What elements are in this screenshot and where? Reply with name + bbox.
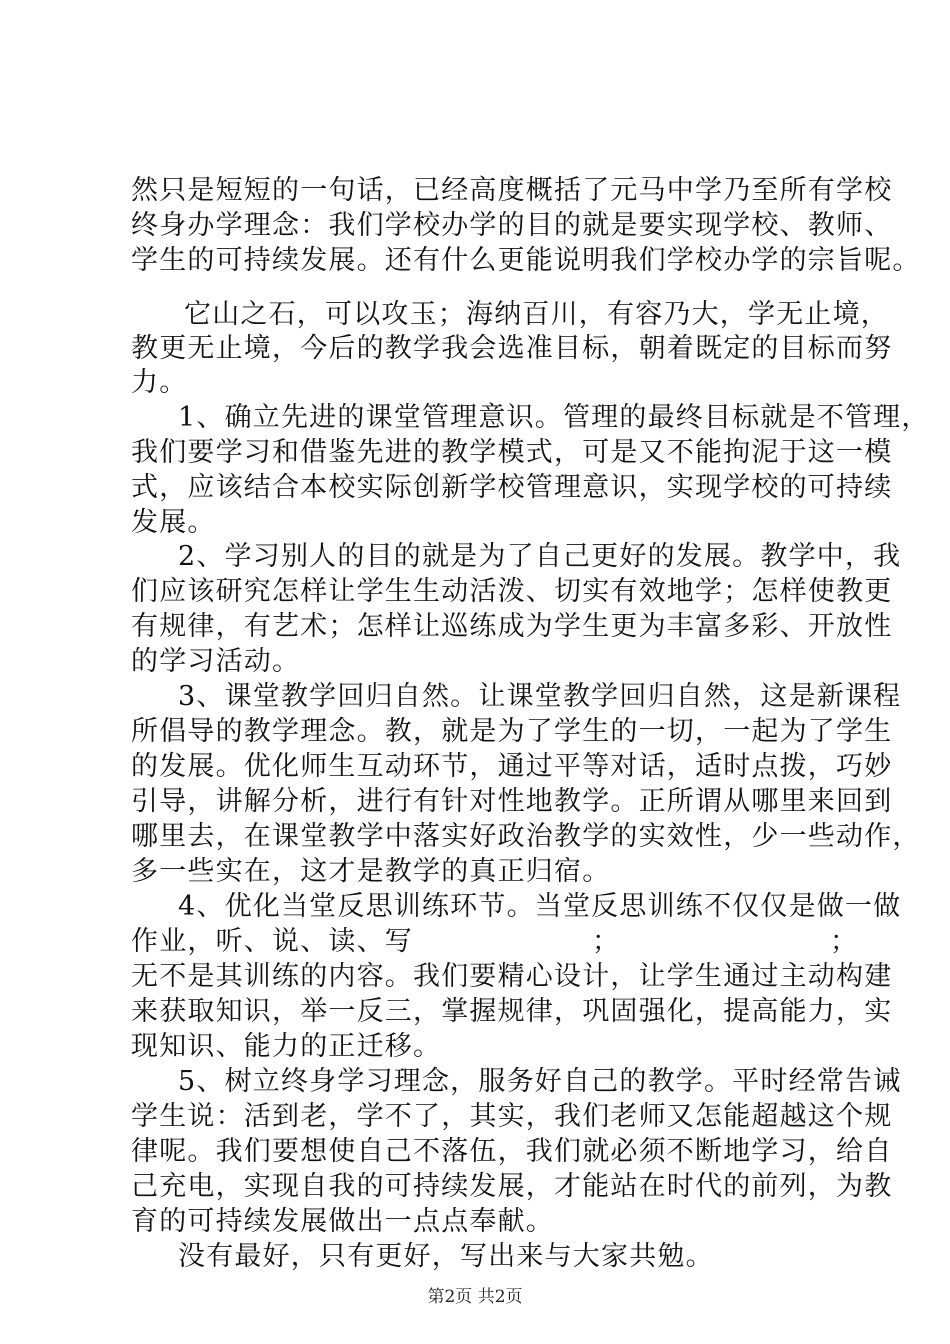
page-footer: 第2页 共2页 xyxy=(427,1287,523,1307)
text-line: ； xyxy=(830,926,859,957)
text-line: 多一些实在，这才是教学的真正归宿。 xyxy=(131,856,611,887)
text-line: 教更无止境，今后的教学我会选准目标，朝着既定的目标而努 xyxy=(131,333,893,364)
text-line: 终身办学理念：我们学校办学的目的就是要实现学校、教师、 xyxy=(131,210,893,241)
text-line: 律呢。我们要想使自己不落伍，我们就必须不断地学习，给自 xyxy=(131,1136,893,1167)
text-line: 力。 xyxy=(131,367,188,398)
text-line: 们应该研究怎样让学生生动活泼、切实有效地学；怎样使教更 xyxy=(131,576,893,607)
text-line: 1、确立先进的课堂管理意识。管理的最终目标就是不管理， xyxy=(178,402,930,433)
text-line: 学生说：活到老，学不了，其实，我们老师又怎能超越这个规 xyxy=(131,1101,893,1132)
text-line: 无不是其训练的内容。我们要精心设计，让学生通过主动构建 xyxy=(131,961,893,992)
text-line: 4、优化当堂反思训练环节。当堂反思训练不仅仅是做一做 xyxy=(178,891,902,922)
text-line: 3、课堂教学回归自然。让课堂教学回归自然，这是新课程 xyxy=(178,681,902,712)
text-line: 5、树立终身学习理念，服务好自己的教学。平时经常告诫 xyxy=(178,1066,902,1097)
text-line: 它山之石，可以攻玉；海纳百川，有容乃大，学无止境， xyxy=(184,299,889,330)
text-line: 2、学习别人的目的就是为了自己更好的发展。教学中，我 xyxy=(178,541,902,572)
text-line: 学生的可持续发展。还有什么更能说明我们学校办学的宗旨呢。 xyxy=(131,245,921,276)
text-line: 没有最好，只有更好，写出来与大家共勉。 xyxy=(178,1241,714,1272)
text-line: 哪里去，在课堂教学中落实好政治教学的实效性，少一些动作， xyxy=(131,821,921,852)
text-line: 所倡导的教学理念。教，就是为了学生的一切，一起为了学生 xyxy=(131,716,893,747)
text-line: 的发展。优化师生互动环节，通过平等对话，适时点拨，巧妙 xyxy=(131,751,893,782)
text-line: ； xyxy=(592,926,621,957)
text-line: 发展。 xyxy=(131,507,216,538)
text-line: 作业，听、说、读、写 xyxy=(131,926,413,957)
text-line: 引导，讲解分析，进行有针对性地教学。正所谓从哪里来回到 xyxy=(131,786,893,817)
text-line: 现知识、能力的正迁移。 xyxy=(131,1031,442,1062)
text-line: 然只是短短的一句话，已经高度概括了元马中学乃至所有学校 xyxy=(131,175,893,206)
text-line: 有规律，有艺术；怎样让巡练成为学生更为丰富多彩、开放性 xyxy=(131,611,893,642)
text-line: 的学习活动。 xyxy=(131,646,301,677)
text-line: 我们要学习和借鉴先进的教学模式，可是又不能拘泥于这一模 xyxy=(131,437,893,468)
text-line: 来获取知识，举一反三，掌握规律，巩固强化，提高能力，实 xyxy=(131,996,893,1027)
text-line: 己充电，实现自我的可持续发展，才能站在时代的前列，为教 xyxy=(131,1171,893,1202)
text-line: 式，应该结合本校实际创新学校管理意识，实现学校的可持续 xyxy=(131,472,893,503)
text-line: 育的可持续发展做出一点点奉献。 xyxy=(131,1206,554,1237)
